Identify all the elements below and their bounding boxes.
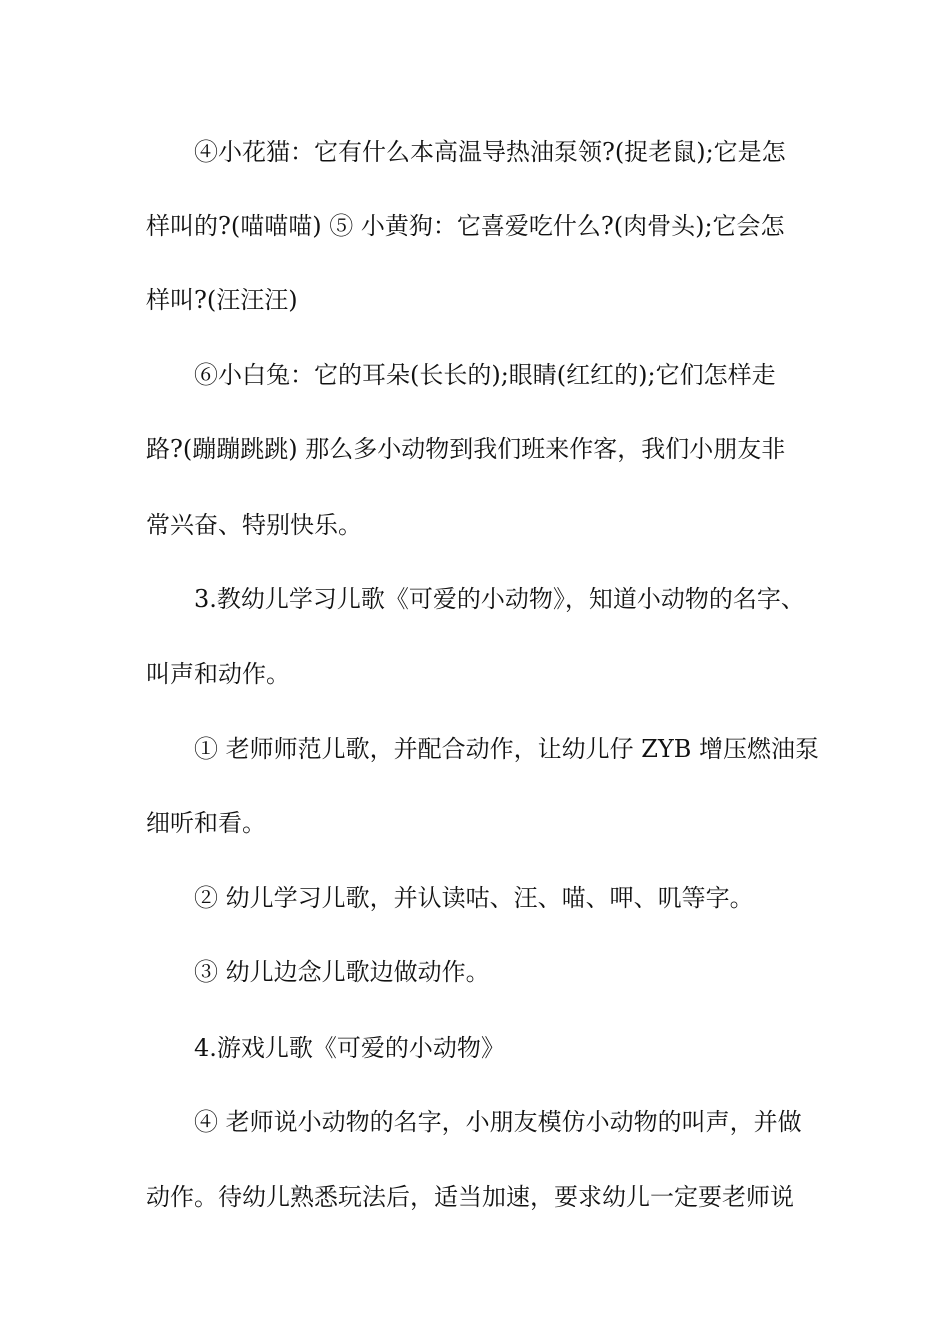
section-4-heading: 4.游戏儿歌《可爱的小动物》 (194, 1034, 505, 1062)
step-1-line-2: 细听和看。 (146, 809, 266, 837)
paragraph-kitten-line-2: 样叫的?(喵喵喵) ⑤ 小黄狗：它喜爱吃什么?(肉骨头);它会怎 (146, 212, 785, 240)
paragraph-rabbit-line-3: 常兴奋、特别快乐。 (146, 511, 362, 539)
paragraph-rabbit-line-1: ⑥小白兔：它的耳朵(长长的);眼睛(红红的);它们怎样走 (194, 361, 776, 389)
step-1-line-1: ① 老师师范儿歌，并配合动作，让幼儿仔 ZYB 增压燃油泵 (194, 735, 820, 763)
section-3-heading-line-2: 叫声和动作。 (146, 660, 290, 688)
section-3-heading-line-1: 3.教幼儿学习儿歌《可爱的小动物》，知道小动物的名字、 (194, 585, 805, 613)
step-4-line-1: ④ 老师说小动物的名字，小朋友模仿小动物的叫声，并做 (194, 1108, 802, 1136)
step-3-line: ③ 幼儿边念儿歌边做动作。 (194, 958, 490, 986)
paragraph-kitten-line-1: ④小花猫：它有什么本高温导热油泵领?(捉老鼠);它是怎 (194, 138, 786, 166)
step-2-line: ② 幼儿学习儿歌，并认读咕、汪、喵、呷、叽等字。 (194, 884, 754, 912)
step-4-line-2: 动作。待幼儿熟悉玩法后，适当加速，要求幼儿一定要老师说 (146, 1183, 794, 1211)
paragraph-kitten-line-3: 样叫?(汪汪汪) (146, 286, 298, 314)
paragraph-rabbit-line-2: 路?(蹦蹦跳跳) 那么多小动物到我们班来作客，我们小朋友非 (146, 435, 786, 463)
